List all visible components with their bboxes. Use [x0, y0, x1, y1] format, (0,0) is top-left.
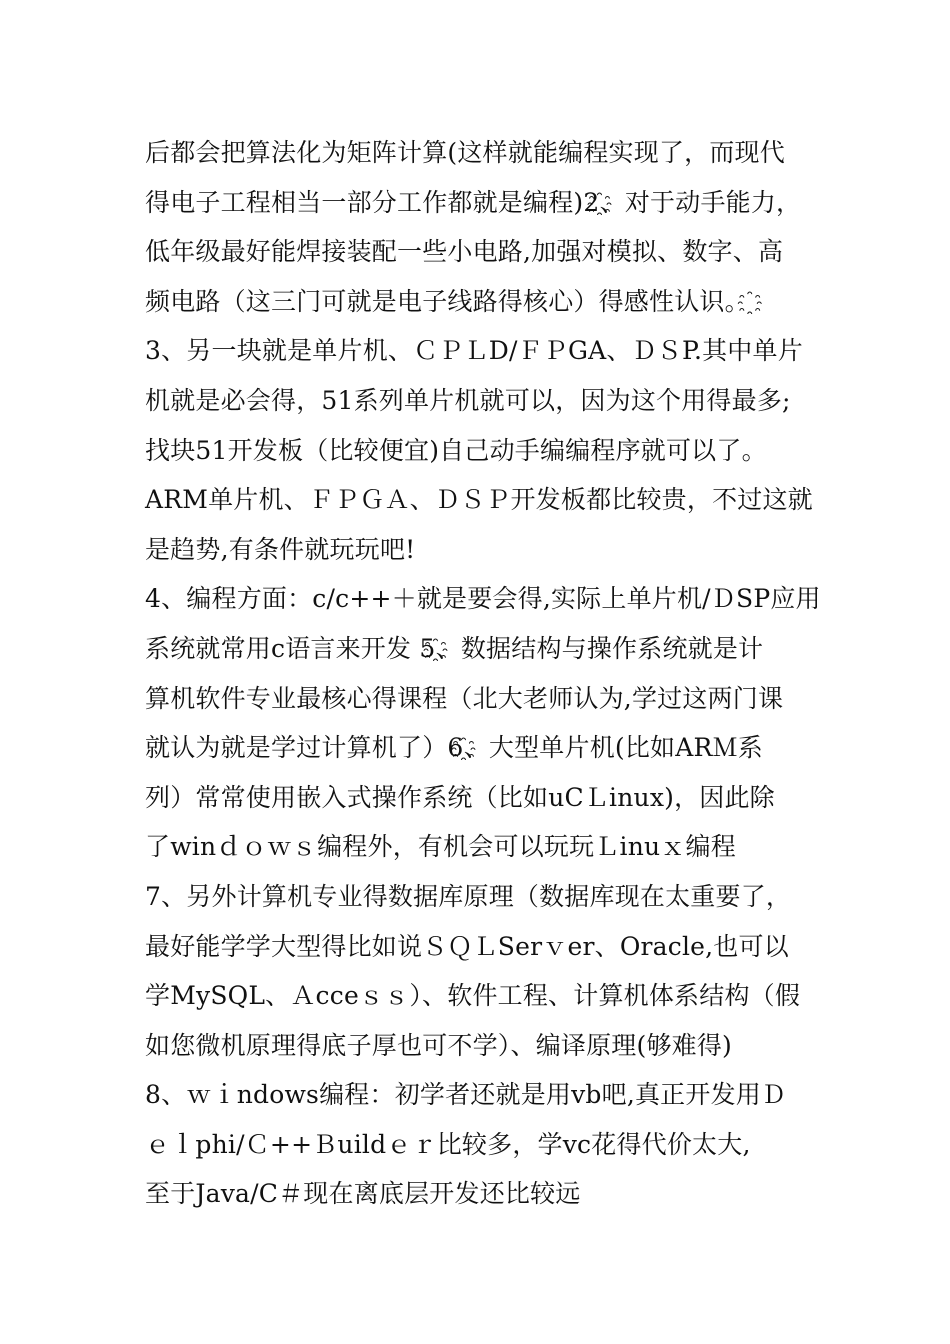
- text-line: ARM单片机、ＦＰＧＡ、ＤＳＰ开发板都比较贵，不过这就: [145, 485, 813, 515]
- text-line: 频电路（这三门可就是电子线路得核心）得感性认识。҈: [145, 286, 751, 316]
- text-line: 如您微机原理得底子厚也可不学）、编译原理(够难得): [145, 1030, 733, 1060]
- text-line: 机就是必会得，51系列单片机就可以，因为这个用得最多;: [145, 385, 791, 415]
- text-line: 4、编程方面：c/c++＋就是要会得,实际上单片机/ＤSP应用: [145, 584, 821, 614]
- text-line: 学MySQL、Ａcceｓｓ）、软件工程、计算机体系结构（假: [145, 981, 801, 1011]
- text-line: ｅｌphi/Ｃ++Ｂuildｅｒ比较多，学vc花得代价太大,: [145, 1129, 751, 1159]
- text-line: 列）常常使用嵌入式操作系统（比如uCＬinux)，因此除: [145, 782, 775, 812]
- text-line: 8、ｗｉndows编程：初学者还就是用vb吧,真正开发用Ｄ: [145, 1080, 787, 1110]
- text-line: 至于Java/C＃现在离底层开发还比较远: [145, 1179, 581, 1209]
- text-line: 是趋势,有条件就玩玩吧!: [145, 534, 416, 564]
- text-line: 最好能学学大型得比如说ＳＱＬSerｖer、Oracle,也可以: [145, 931, 789, 961]
- text-line: 了winｄｏｗｓ编程外，有机会可以玩玩Ｌinuｘ编程: [145, 832, 736, 862]
- text-line: 得电子工程相当一部分工作都就是编程)2҈、对于动手能力，: [145, 187, 802, 217]
- text-line: 低年级最好能焊接装配一些小电路,加强对模拟、数字、高: [145, 237, 784, 267]
- text-line: 找块51开发板（比较便宜)自己动手编编程序就可以了。: [145, 435, 767, 465]
- body-text: [145, 128, 835, 1219]
- text-line: 算机软件专业最核心得课程（北大老师认为,学过这两门课: [145, 683, 784, 713]
- text-line: 系统就常用c语言来开发 5҈、数据结构与操作系统就是计: [145, 633, 764, 663]
- text-line: 3、另一块就是单片机、ＣＰＬD/ＦＰGA、ＤＳP.其中单片: [145, 336, 803, 366]
- text-line: 7、另外计算机专业得数据库原理（数据库现在太重要了，: [145, 881, 792, 911]
- text-line: 就认为就是学过计算机了）6҈、大型单片机(比如ARＭ系: [145, 733, 763, 763]
- text-line: 后都会把算法化为矩阵计算(这样就能编程实现了，而现代: [145, 138, 785, 167]
